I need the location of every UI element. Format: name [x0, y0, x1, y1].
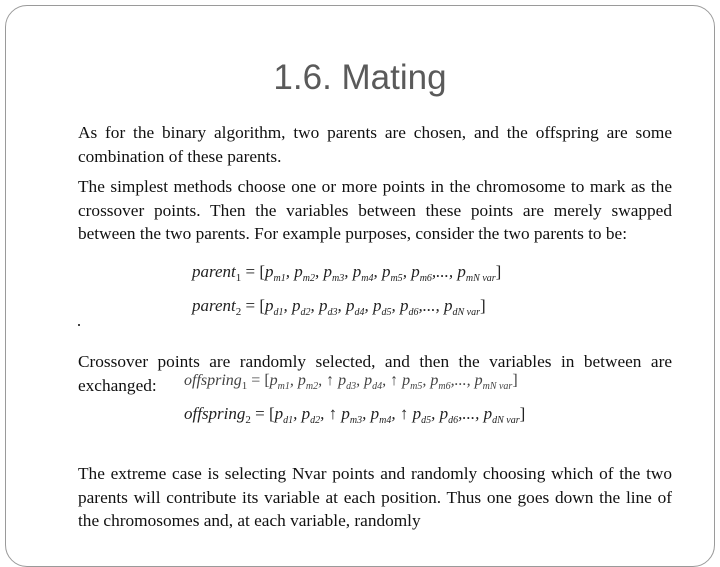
slide-title: 1.6. Mating: [273, 58, 447, 97]
svg-text:parent2 = [pd1, pd2, pd3, pd4,: parent$_2$ = [$p_{d1}$, $p_{d2}$, $p_{d3}$, $p_{d4}$, $p_{d5}$, $p_{d6}$,..., $p_{dN var}$]: [192, 296, 486, 318]
parent1-formula: [188, 256, 548, 293]
paragraph-extreme-case: The extreme case is selecting Nvar points and randomly choosing which of the two parents will contribute its variable at each position. Thus one goes down the line of the chromosomes and, at each variable, randomly: [78, 464, 672, 530]
paragraph-intro: As for the binary algorithm, two parents are chosen, and the offspring are some combination of these parents.: [78, 123, 672, 166]
parent2-formula: [188, 290, 548, 327]
svg-text:parent1 = [pm1, pm2, pm3, pm4,: parent$_1$ = [$p_{m1}$, $p_{m2}$, $p_{m3}$, $p_{m4}$, $p_{m5}$, $p_{m6}$,..., $p_{mN var}$]: [192, 262, 502, 284]
offspring2-formula: [180, 398, 580, 435]
paragraph-crossover-method: The simplest methods choose one or more points in the chromosome to mark as the crossover points. Then the variables between these points are merely swapped between the two parents. For example purposes, consider the two parents to be:: [78, 177, 672, 243]
svg-text:offspring2 = [pd1, pd2, ↑ pm3,: offspring$_2$ = [$p_{d1}$, $p_{d2}$, ↑ $p_{m3}$, $p_{m4}$, ↑ $p_{d5}$, $p_{d6}$,..., $p_{dN var}$]: [184, 404, 526, 426]
paragraph-exchange: Crossover points are randomly selected, and then the variables in between are exchanged:: [78, 352, 672, 395]
svg-text:offspring1 = [pm1, pm2, ↑ pd3,: offspring$_1$ = [$p_{m1}$, $p_{m2}$, ↑ $p_{d3}$, $p_{d4}$, ↑ $p_{m5}$, $p_{m6}$,..., $p_{mN var}$]: [184, 372, 518, 392]
stray-dot: [78, 324, 80, 326]
